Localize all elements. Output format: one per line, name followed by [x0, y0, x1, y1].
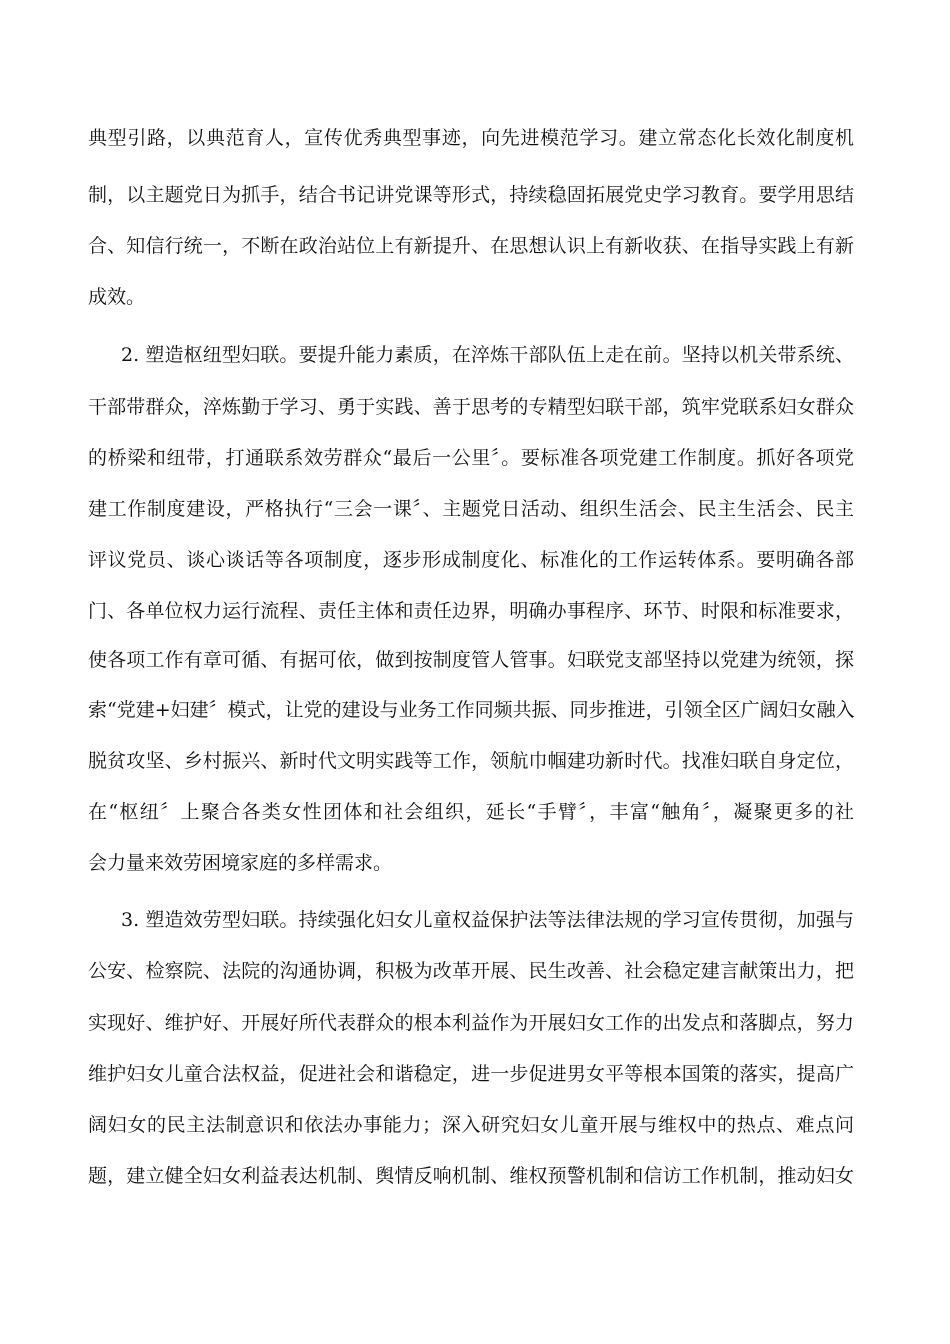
paragraph-3-line-6: 题，建立健全妇女利益表达机制、舆情反响机制、维权预警机制和信访工作机制，推动妇女 — [88, 1165, 854, 1187]
paragraph-3-line-2: 公安、检察院、法院的沟通协调，积极为改革开展、民生改善、社会稳定建言献策出力，把 — [88, 960, 854, 982]
paragraph-1-line-4: 成效。 — [88, 286, 146, 308]
paragraph-2-line-8: 索“党建+妇建〞模式，让党的建设与业务工作同频共振、同步推进，引领全区广阔妇女融入 — [88, 699, 855, 721]
paragraph-2-line-7: 使各项工作有章可循、有据可依，做到按制度管人管事。妇联党支部坚持以党建为统领，探 — [88, 649, 854, 671]
paragraph-2-line-6: 门、各单位权力运行流程、责任主体和责任边界，明确办事程序、环节、时限和标准要求， — [88, 600, 854, 622]
paragraph-1-line-1: 典型引路，以典范育人，宣传优秀典型事迹，向先进模范学习。建立常态化长效化制度机 — [88, 127, 854, 149]
paragraph-3-line-1: 3. 塑造效劳型妇联。持续强化妇女儿童权益保护法等法律法规的学习宣传贯彻，加强与 — [121, 909, 854, 931]
paragraph-2-line-4: 建工作制度建设，严格执行“三会一课〞、主题党日活动、组织生活会、民主生活会、民主 — [88, 498, 854, 520]
paragraph-1-line-3: 合、知信行统一，不断在政治站位上有新提升、在思想认识上有新收获、在指导实践上有新 — [88, 235, 854, 257]
paragraph-3-line-3: 实现好、维护好、开展好所代表群众的根本利益作为开展妇女工作的出发点和落脚点，努力 — [88, 1012, 854, 1034]
paragraph-2-line-1: 2. 塑造枢纽型妇联。要提升能力素质，在淬炼干部队伍上走在前。坚持以机关带系统、 — [121, 344, 854, 366]
paragraph-2-line-9: 脱贫攻坚、乡村振兴、新时代文明实践等工作，领航巾帼建功新时代。找准妇联自身定位， — [88, 750, 854, 772]
paragraph-2-line-10: 在“枢纽〞上聚合各类女性团体和社会组织，延长“手臂〞，丰富“触角〞，凝聚更多的社 — [88, 801, 854, 823]
paragraph-2-line-11: 会力量来效劳困境家庭的多样需求。 — [88, 852, 393, 874]
paragraph-2-line-3: 的桥梁和纽带，打通联系效劳群众“最后一公里〞。要标准各项党建工作制度。抓好各项党 — [88, 447, 854, 469]
paragraph-2-line-5: 评议党员、谈心谈话等各项制度，逐步形成制度化、标准化的工作运转体系。要明确各部 — [88, 549, 854, 571]
paragraph-1-line-2: 制，以主题党日为抓手，结合书记讲党课等形式，持续稳固拓展党史学习教育。要学用思结 — [88, 184, 854, 206]
paragraph-3-line-4: 维护妇女儿童合法权益，促进社会和谐稳定，进一步促进男女平等根本国策的落实，提高广 — [88, 1063, 854, 1085]
paragraph-3-line-5: 阔妇女的民主法制意识和依法办事能力；深入研究妇女儿童开展与维权中的热点、难点问 — [88, 1114, 854, 1136]
paragraph-2-line-2: 干部带群众，淬炼勤于学习、勇于实践、善于思考的专精型妇联干部，筑牢党联系妇女群众 — [88, 396, 854, 418]
